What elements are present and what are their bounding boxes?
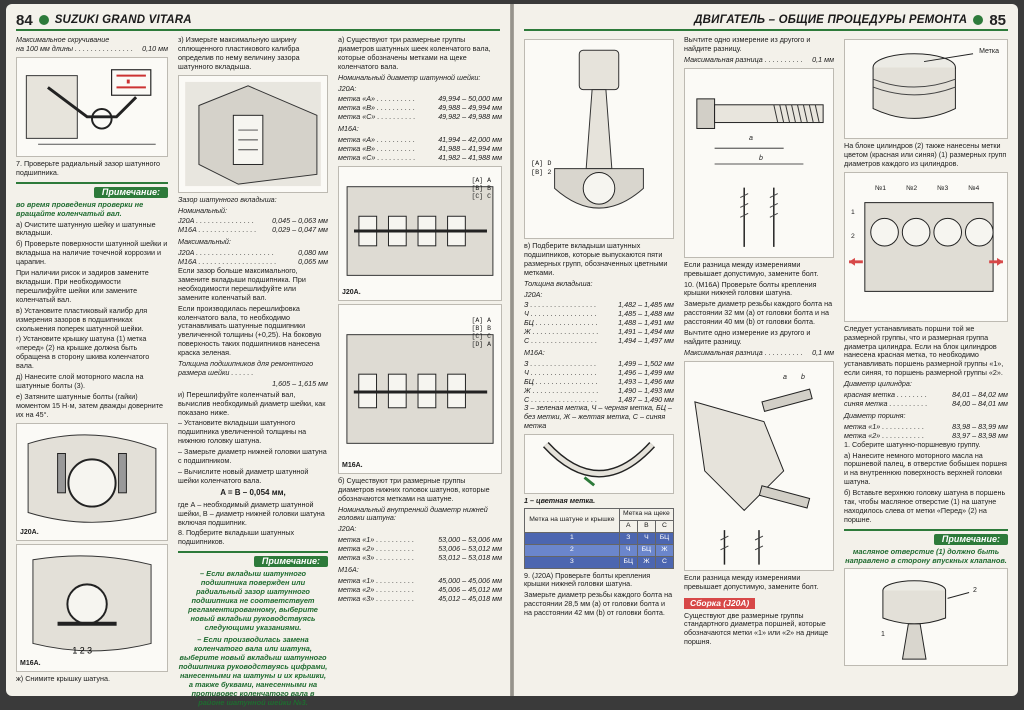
note-title-1: Примечание:: [94, 187, 168, 198]
shell-j20a-4: Ж . . . . . . . . . . . . . . . . . 1,491 – 1,494 мм: [524, 327, 674, 337]
shell-j20a-3: БЦ . . . . . . . . . . . . . . . . 1,488 – 1,491 мм: [524, 318, 674, 328]
nominal-title: Номинальный:: [178, 205, 228, 215]
fig-block-tag-1: 1: [851, 208, 855, 216]
fig2-bolt-a: a: [783, 373, 787, 381]
journal-groups: а) Существуют три размерные группы диаметров шатунных шеек коленчатого вала, которые обозначены метками на щеке коленчатого вала.: [338, 35, 491, 71]
fig-block-tag-2: 2: [851, 232, 855, 240]
table-row: 3 БЦ Ж С: [525, 556, 674, 568]
bigend-groups: б) Существуют три размерные группы диаметров нижних головок шатунов, которые обозначаются метками на шатуне.: [338, 475, 490, 503]
table-col-a: A: [619, 520, 637, 532]
block-marks-para: На блоке цилиндров (2) также нанесены метки цветом (красная или синяя) (1) размерных групп диаметров каждого из цилиндров.: [844, 141, 1007, 168]
journal-j20a-c: метка «C» . . . . . . . . . . 49,982 – 49,988 мм: [338, 112, 502, 122]
fig-pr-tag-2: 2: [973, 586, 977, 594]
green-dot-icon: [39, 15, 49, 25]
max-m16a: M16A . . . . . . . . . . . . . . . . . . . . 0,065 мм: [178, 257, 328, 267]
note-box-3: [844, 529, 1008, 565]
table-col-b: B: [637, 520, 655, 532]
right-col-3: [844, 36, 1008, 669]
color-legend: З – зеленая метка, Ч – черная метка, БЦ – без метки, Ж – желтая метка, С – синяя метка: [524, 403, 672, 431]
cyl-red: красная метка . . . . . . . . 84,01 – 84,02 мм: [844, 390, 1008, 400]
section-assembly-j20a: Сборка (J20A): [684, 598, 755, 609]
fig-j20a-label: J20A.: [20, 528, 39, 536]
shell-caption: 1 – цветная метка.: [524, 496, 596, 506]
bigend-m16a-2: метка «2» . . . . . . . . . . 45,006 – 45,012 мм: [338, 584, 502, 594]
step-e: е) Затяните шатунные болты (гайки) моментом 15 Н·м, затем дважды доверните их на 45°.: [16, 391, 163, 419]
figure-cylinder-block: [844, 172, 1008, 322]
piston-groups: Существуют две размерные группы стандартного диаметра поршней, которые обозначаются метки «1» или «2» на днище поршня.: [684, 610, 829, 647]
piston-match-para: Следует устанавливать поршни той же размерной группы, что и размерная группа диаметра цилиндра. Если на блок цилиндров нанесена красная метка, то необходимо устанавливать поршень размерной группы «1», если синяя, то поршень размерной группы «2».: [844, 323, 1004, 378]
assemble-step-b: б) Вставьте верхнюю головку шатуна в поршень так, чтобы масляное отверстие (1) на шатуне находилось слева от метки «Перед» (2) на поршне.: [844, 488, 1006, 524]
bigend-j20a-2: метка «2» . . . . . . . . . . 53,006 – 53,012 мм: [338, 544, 502, 554]
step-zh: ж) Снимите крышку шатуна.: [16, 673, 110, 683]
right-page-number: 85: [989, 11, 1006, 29]
formula-desc: где А – необходимый диаметр шатунной шейки, В – диаметр нижней головки шатуна включая подшипник.: [178, 499, 325, 527]
left-col-3: [338, 36, 502, 604]
max-j20a: J20A . . . . . . . . . . . . . . . . . . . . 0,080 мм: [178, 248, 328, 258]
para-install: – Установите вкладыши шатунного подшипника увеличенной толщины на нижнюю головку шатуна.: [178, 418, 307, 446]
figure-m16a-cap: [16, 544, 168, 672]
step-v: в) Установите пластиковый калибр для измерения зазоров в подшипниках скольжения поперек шатунной шейки.: [16, 305, 148, 333]
para-clearance-1: Если зазор больше максимального, замените вкладыши подшипника. При необходимости перешлифуйте или замените коленчатый вал.: [178, 265, 306, 302]
shell-m16a-1: З . . . . . . . . . . . . . . . . . 1,499 – 1,502 мм: [524, 358, 674, 368]
table-row: 1 З Ч БЦ: [525, 532, 674, 544]
note-text-1: во время проведения проверки не вращайте коленчатый вал.: [16, 199, 144, 218]
pist-1: метка «1» . . . . . . . . . . . 83,98 – 83,99 мм: [844, 421, 1008, 431]
shell-j20a-1: З . . . . . . . . . . . . . . . . . 1,482 – 1,485 мм: [524, 300, 674, 310]
step-d: д) Нанесите слой моторного масла на шатунные болты (3).: [16, 372, 144, 390]
figure-bolt-m16a: [684, 361, 834, 571]
clearance-title: Зазор шатунного вкладыша:: [178, 194, 277, 204]
note-title-3: Примечание:: [934, 534, 1008, 545]
step-g: г) Установите крышку шатуна (1) метка «перед» (2) на крышке должна быть обращена в сторону шкива коленчатого вала.: [16, 334, 150, 371]
svg-text:1 2 3: 1 2 3: [72, 644, 92, 655]
bigend-m16a-title: M16A:: [338, 564, 359, 574]
left-header-rule: [16, 29, 500, 31]
assemble-step-a: а) Нанесите немного моторного масла на поршневой палец, в отверстие бобышек поршня и на внутреннюю поверхность верхней головки шатуна.: [844, 450, 1007, 487]
max-diff-2: Максимальная разница . . . . . . . . . . 0,1 мм: [684, 347, 834, 357]
table-header-rod: Метка на шатуне и крышке: [525, 509, 620, 533]
table-row: 2 Ч БЦ Ж: [525, 544, 674, 556]
note-line-2: – Если производилась замена коленчатого вала или шатуна, выберите новый вкладыш шатунного подшипника руководствуясь цифрами, нанесенными на шатуны и их крышки, а также буквами, нанесенными на противовес коленчатого вала в районе шатунной шейки №3.: [178, 635, 328, 708]
journal-nominal-title: Номинальный диаметр шатунной шейки:: [338, 72, 481, 82]
bigend-j20a-3: метка «3» . . . . . . . . . . 53,012 – 53,018 мм: [338, 553, 502, 563]
table-header-crank: Метка на щеке: [619, 509, 673, 521]
shell-j20a-2: Ч . . . . . . . . . . . . . . . . . 1,485 – 1,488 мм: [524, 309, 674, 319]
right-col-1: [524, 36, 674, 620]
pist-2: метка «2» . . . . . . . . . . . 83,97 – 83,98 мм: [844, 430, 1008, 440]
max-diff-1: Максимальная разница . . . . . . . . . . 0,1 мм: [684, 54, 834, 64]
green-dot-icon: [973, 15, 983, 25]
note-title-2: Примечание:: [254, 556, 328, 567]
bigend-m16a-1: метка «1» . . . . . . . . . . 45,000 – 45,006 мм: [338, 575, 502, 585]
shell-j20a-title: J20A:: [524, 289, 543, 299]
fig-cylinder-numbers: №1 №2 №3 №4: [875, 184, 980, 192]
step-9b: Замерьте диаметр резьбы каждого болта на расстоянии 28,5 мм (a) от головки болта и на расстоянии 42 мм (b) от головки болта.: [524, 590, 673, 618]
left-col-2: [178, 36, 328, 710]
right-col-2: [684, 36, 834, 649]
step-b2: При наличии рисок и задиров замените вкладыши. При необходимости перешлифуйте шейки или замените коленчатый вал.: [16, 268, 149, 304]
shell-m16a-5: С . . . . . . . . . . . . . . . . . 1,487 – 1,490 мм: [524, 394, 674, 404]
journal-m16a-b: метка «B» . . . . . . . . . . 41,988 – 41,994 мм: [338, 143, 502, 153]
left-page-number: 84: [16, 11, 33, 29]
figure-rod-twist: [16, 57, 168, 157]
figure-rod-marks: [524, 39, 674, 239]
shell-m16a-4: Ж . . . . . . . . . . . . . . . . . 1,490 – 1,493 мм: [524, 385, 674, 395]
fig-crank-j20a-label: J20A.: [342, 288, 361, 296]
formula: A = B – 0,054 мм,: [220, 487, 286, 497]
para-regrind: и) Перешлифуйте коленчатый вал, вычислив необходимый диаметр шейки, как показано ниже.: [178, 389, 326, 417]
fig-bolt-a: a: [749, 134, 753, 142]
note-box-1: [16, 182, 168, 218]
replace-bolt-2: Если разница между измерениями превышает допустимую, замените болт.: [684, 572, 819, 591]
para-measure: – Замерьте диаметр нижней головки шатуна с подшипником.: [178, 447, 327, 466]
step-b: б) Проверьте поверхности шатунной шейки и вкладыша на наличие точечной коррозии и царапин.: [16, 239, 168, 267]
note-line-1: – Если вкладыш шатунного подшипника повержден или радиальный зазор шатунного подшипника не соответствует регламентированному, выберите новый вкладыш руководствуясь следующими указаниями.: [188, 569, 318, 633]
fig-m16a-label: M16A.: [20, 659, 41, 667]
thick-value: 1,605 – 1,615 мм: [272, 378, 328, 388]
figure-crank-m16a: [338, 304, 502, 474]
shell-m16a-title: M16A:: [524, 347, 545, 357]
bearing-select-table: [524, 508, 674, 569]
figure-piston-mark: [844, 39, 1008, 139]
subtract-text-2: Вычтите одно измерение из другого и найдите разницу.: [684, 328, 811, 346]
figure-plastigage: [178, 75, 328, 193]
para-calc: – Вычислите новый диаметр шатунной шейки коленчатого вала.: [178, 467, 309, 485]
right-page: [514, 4, 1018, 696]
fig-crank-m16a-label: M16A.: [342, 461, 363, 469]
cyl-dia-title: Диаметр цилиндра:: [844, 379, 912, 389]
bigend-j20a-title: J20A:: [338, 524, 357, 534]
step-10: 10. (M16A) Проверьте болты крепления крышки нижней головки шатуна.: [684, 279, 817, 298]
fig-m16a-tags: [A] A [B] B [C] C [D] A: [471, 316, 491, 348]
right-header: [694, 10, 1006, 30]
journal-j20a-b: метка «B» . . . . . . . . . . 49,988 – 49,994 мм: [338, 103, 502, 113]
shell-thick-title: Толщина вкладыша:: [524, 278, 593, 288]
figure-bearing-shell: [524, 434, 674, 494]
table-col-c: C: [655, 520, 673, 532]
max-title: Максимальный:: [178, 237, 231, 247]
fig-bolt-b: b: [759, 154, 763, 162]
nominal-m16a: M16A . . . . . . . . . . . . . . . 0,029 – 0,047 мм: [178, 225, 328, 235]
note-text-3: масляное отверстие (1) должно быть направлено в сторону впускных клапанов.: [845, 546, 1007, 565]
twist-label: Максимальное скручивание: [16, 35, 110, 44]
fig-pr-tag-1: 1: [881, 630, 885, 638]
thick-title: Толщина подшипников для ремонтного размера шейки . . . . . .: [178, 359, 314, 377]
step-9: 9. (J20A) Проверьте болты крепления крышки нижней головки шатуна.: [524, 570, 651, 589]
left-page: [6, 4, 510, 708]
journal-m16a-c: метка «C» . . . . . . . . . . 41,982 – 41,988 мм: [338, 152, 502, 162]
shell-m16a-3: БЦ . . . . . . . . . . . . . . . . 1,493 – 1,496 мм: [524, 376, 674, 386]
para-bearing-groups: в) Подберите вкладыши шатунных подшипников, которые выпускаются пяти размерных групп, обозначенных цветными метками.: [524, 241, 668, 277]
subtract-text: Вычтите одно измерение из другого и найдите разницу.: [684, 35, 811, 53]
right-header-rule: [524, 29, 1008, 31]
fig2-bolt-b: b: [801, 373, 805, 381]
bigend-j20a-1: метка «1» . . . . . . . . . . 53,000 – 53,006 мм: [338, 535, 502, 545]
figure-j20a-cap: [16, 423, 168, 541]
bigend-title: Номинальный внутренний диаметр нижней головки шатуна:: [338, 504, 488, 523]
right-header-title: ДВИГАТЕЛЬ – ОБЩИЕ ПРОЦЕДУРЫ РЕМОНТА: [694, 14, 968, 26]
left-header-title: SUZUKI GRAND VITARA: [54, 14, 192, 26]
step-10b: Замерьте диаметр резьбы каждого болта на расстоянии 32 мм (a) от головки болта и на расстоянии 40 мм (b) от головки болта.: [684, 299, 833, 327]
note-box-2: [178, 551, 328, 707]
step-z: з) Измерьте максимальную ширину сплющенного пластикового калибра определив по нему величину зазора шатунного вкладыша.: [178, 35, 300, 71]
figure-crank-j20a: [338, 166, 502, 301]
pist-dia-title: Диаметр поршня:: [844, 410, 906, 420]
cyl-blue: синяя метка . . . . . . . . . . 84,00 – 84,01 мм: [844, 398, 1008, 408]
journal-m16a-title: M16A:: [338, 124, 359, 134]
shell-m16a-2: Ч . . . . . . . . . . . . . . . . . 1,496 – 1,499 мм: [524, 367, 674, 377]
twist-spec: на 100 мм длины . . . . . . . . . . . . . . . 0,10 мм: [16, 43, 168, 53]
assemble-step-1: 1. Соберите шатунно-поршневую группу.: [844, 439, 981, 449]
figure-bolt-j20a: [684, 68, 834, 258]
replace-bolt-1: Если разница между измерениями превышает допустимую, замените болт.: [684, 259, 819, 278]
bigend-m16a-3: метка «3» . . . . . . . . . . 45,012 – 45,018 мм: [338, 593, 502, 603]
shell-j20a-5: С . . . . . . . . . . . . . . . . . 1,494 – 1,497 мм: [524, 336, 674, 346]
figure-piston-rod: [844, 568, 1008, 666]
nominal-j20a: J20A . . . . . . . . . . . . . . . 0,045 – 0,063 мм: [178, 216, 328, 226]
journal-j20a-a: метка «A» . . . . . . . . . . 49,994 – 50,000 мм: [338, 94, 502, 104]
step-8: 8. Подберите вкладыши шатунных подшипников.: [178, 528, 295, 547]
left-col-1: [16, 36, 168, 685]
fig-rod-tags: [A] D [B] 2: [531, 160, 552, 177]
journal-m16a-a: метка «A» . . . . . . . . . . 41,994 – 42,000 мм: [338, 135, 502, 145]
step-a: а) Очистите шатунную шейку и шатунные вкладыши.: [16, 219, 156, 238]
journal-j20a-title: J20A:: [338, 83, 357, 93]
fig-piston-tag: Метка: [979, 48, 999, 55]
left-header: [16, 10, 192, 30]
para-clearance-2: Если производилась перешлифовка коленчатого вала, то необходимо устанавливать шатунные подшипники увеличенной толщины (+0,25). На боковую поверхность таких подшипников нанесена краска зеленая.: [178, 303, 322, 358]
fig-j20a-tags: [A] A [B] B [C] C: [471, 176, 491, 200]
step-7: 7. Проверьте радиальный зазор шатунного подшипника.: [16, 158, 160, 177]
